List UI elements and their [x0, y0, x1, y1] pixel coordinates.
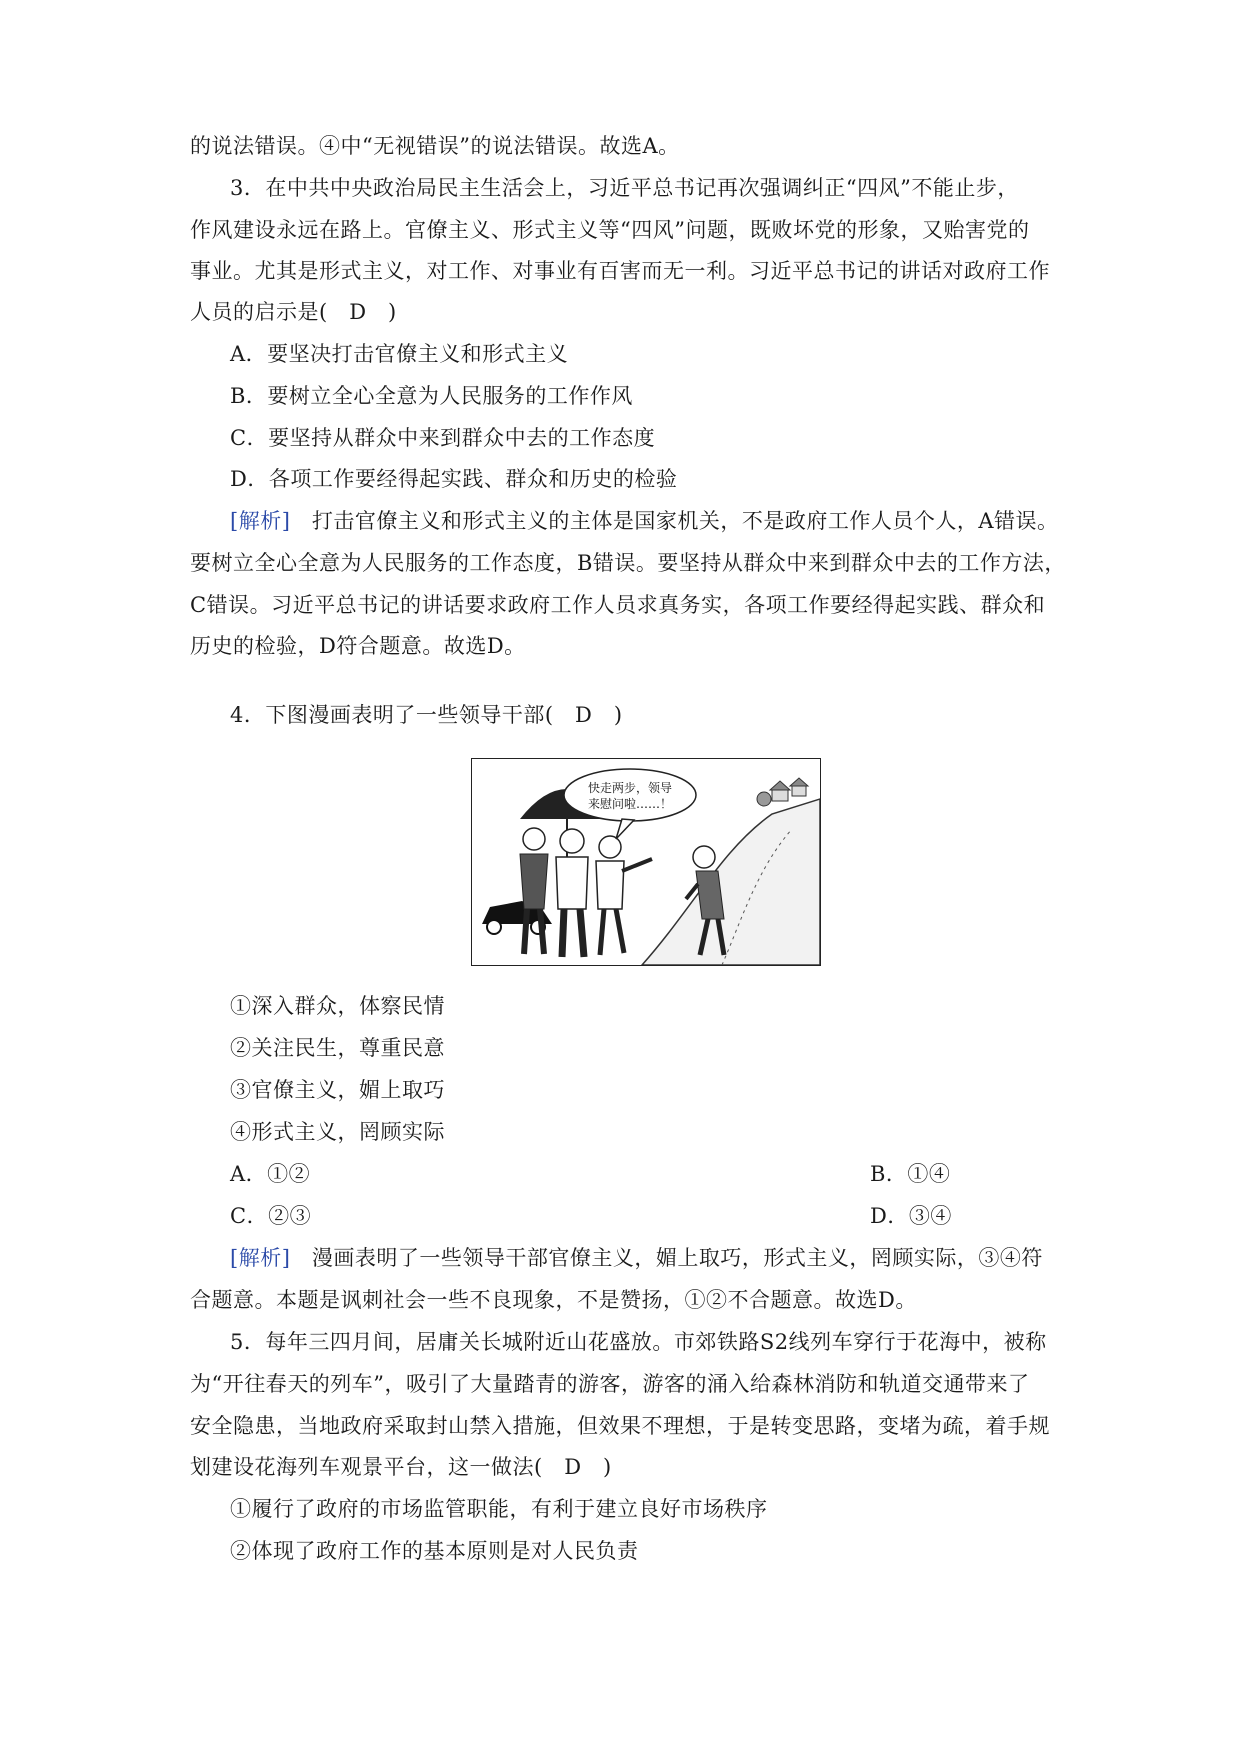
text-line: 事业。尤其是形式主义，对工作、对事业有百害而无一利。习近平总书记的讲话对政府工作	[190, 259, 1050, 283]
option-d: D．③④	[870, 1204, 952, 1228]
text-line: 人员的启示是( D )	[190, 300, 397, 324]
speech-bubble-line-2: 来慰问啦……！	[587, 797, 673, 811]
option-c: C．要坚持从群众中来到群众中去的工作态度	[230, 426, 656, 450]
question-5-stem: 5．每年三四月间，居庸关长城附近山花盛放。市郊铁路S2线列车穿行于花海中，被称	[230, 1330, 1047, 1354]
analysis-text: 打击官僚主义和形式主义的主体是国家机关，不是政府工作人员个人，A错误。	[290, 509, 1059, 533]
text-line: 安全隐患，当地政府采取封山禁入措施，但效果不理想，于是转变思路，变堵为疏，着手规	[190, 1414, 1050, 1438]
speech-bubble-line-1: 快走两步，领导	[587, 781, 673, 795]
statement-4: ④形式主义，罔顾实际	[230, 1120, 445, 1144]
statement-2: ②关注民生，尊重民意	[230, 1036, 445, 1060]
analysis-label: [解析]	[230, 509, 291, 533]
options-row-2	[230, 1201, 1110, 1231]
option-a: A．①②	[230, 1162, 311, 1186]
text-line: 历史的检验，D符合题意。故选D。	[190, 634, 526, 658]
question-3-stem: 3．在中共中央政治局民主生活会上，习近平总书记再次强调纠正“四风”不能止步，	[230, 176, 1019, 200]
option-c: C．②③	[230, 1204, 312, 1228]
question-4-stem: 4．下图漫画表明了一些领导干部( D )	[230, 703, 623, 727]
statement-2: ②体现了政府工作的基本原则是对人民负责	[230, 1539, 639, 1563]
option-b: B．①④	[870, 1162, 951, 1186]
text-line: 划建设花海列车观景平台，这一做法( D )	[190, 1455, 612, 1479]
statement-3: ③官僚主义，媚上取巧	[230, 1078, 445, 1102]
analysis-4	[230, 1243, 1110, 1273]
cartoon-image	[471, 758, 821, 966]
analysis-text: 漫画表明了一些领导干部官僚主义，媚上取巧，形式主义，罔顾实际，③④符	[290, 1246, 1043, 1270]
analysis-label: [解析]	[230, 1246, 291, 1270]
text-line: 要树立全心全意为人民服务的工作态度，B错误。要坚持从群众中来到群众中去的工作方法，	[190, 551, 1066, 575]
text-line: 为“开往春天的列车”，吸引了大量踏青的游客，游客的涌入给森林消防和轨道交通带来了	[190, 1372, 1030, 1396]
text-line: 合题意。本题是讽刺社会一些不良现象，不是赞扬，①②不合题意。故选D。	[190, 1288, 917, 1312]
option-d: D．各项工作要经得起实践、群众和历史的检验	[230, 467, 678, 491]
statement-1: ①深入群众，体察民情	[230, 994, 445, 1018]
option-a: A．要坚决打击官僚主义和形式主义	[230, 342, 569, 366]
option-b: B．要树立全心全意为人民服务的工作作风	[230, 384, 633, 408]
text-line: 作风建设永远在路上。官僚主义、形式主义等“四风”问题，既败坏党的形象，又贻害党的	[190, 218, 1030, 242]
statement-1: ①履行了政府的市场监管职能，有利于建立良好市场秩序	[230, 1497, 768, 1521]
text-line: C错误。习近平总书记的讲话要求政府工作人员求真务实，各项工作要经得起实践、群众和	[190, 593, 1046, 617]
analysis-3	[230, 506, 1110, 536]
options-row-1	[230, 1159, 1110, 1189]
text-line: 的说法错误。④中“无视错误”的说法错误。故选A。	[190, 134, 680, 158]
